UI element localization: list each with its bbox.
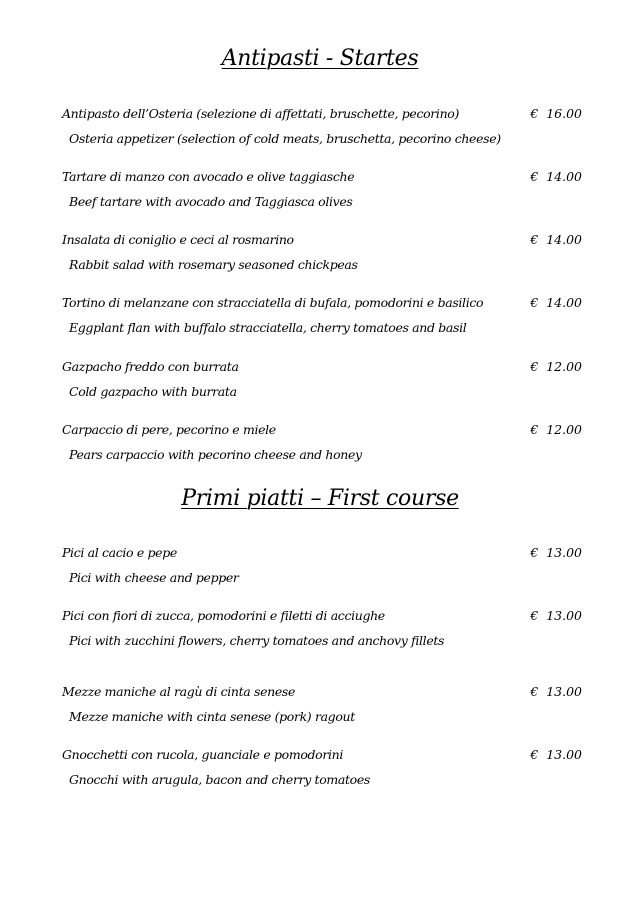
item-name-english: Osteria appetizer (selection of cold meats, bruschetta, pecorino cheese) — [69, 131, 501, 146]
item-price: € 16.00 — [530, 106, 582, 121]
item-price: € 14.00 — [530, 232, 582, 247]
item-name-english: Beef tartare with avocado and Taggiasca olives — [69, 194, 353, 209]
item-name-italian: Antipasto dell’Osteria (selezione di affettati, bruschette, pecorino) — [62, 106, 459, 121]
item-price: € 12.00 — [530, 359, 582, 374]
section-title-primi: Primi piatti – First course — [181, 486, 459, 511]
item-name-english: Pici with zucchini flowers, cherry tomatoes and anchovy fillets — [69, 633, 445, 648]
item-price: € 12.00 — [530, 422, 582, 437]
item-price: € 13.00 — [530, 545, 582, 560]
item-name-english: Pici with cheese and pepper — [69, 570, 239, 585]
menu-item — [62, 545, 582, 589]
item-name-italian: Gnocchetti con rucola, guanciale e pomodorini — [62, 747, 343, 762]
menu-item — [62, 359, 582, 403]
item-name-italian: Tortino di melanzane con stracciatella di bufala, pomodorini e basilico — [62, 295, 484, 310]
item-name-italian: Insalata di coniglio e ceci al rosmarino — [62, 232, 294, 247]
item-name-english: Gnocchi with arugula, bacon and cherry tomatoes — [69, 772, 370, 787]
item-name-italian: Tartare di manzo con avocado e olive taggiasche — [62, 169, 355, 184]
item-name-italian: Carpaccio di pere, pecorino e miele — [62, 422, 276, 437]
item-price: € 14.00 — [530, 295, 582, 310]
item-name-italian: Pici al cacio e pepe — [62, 545, 177, 560]
menu-item — [62, 232, 582, 276]
item-name-english: Mezze maniche with cinta senese (pork) ragout — [69, 709, 355, 724]
item-price: € 13.00 — [530, 747, 582, 762]
item-name-english: Rabbit salad with rosemary seasoned chickpeas — [69, 257, 358, 272]
item-price: € 13.00 — [530, 608, 582, 623]
item-name-italian: Pici con fiori di zucca, pomodorini e filetti di acciughe — [62, 608, 385, 623]
item-price: € 14.00 — [530, 169, 582, 184]
item-name-english: Pears carpaccio with pecorino cheese and honey — [69, 447, 362, 462]
item-price: € 13.00 — [530, 684, 582, 699]
section-title-antipasti: Antipasti - Startes — [221, 46, 419, 71]
menu-item — [62, 295, 582, 339]
menu-item — [62, 169, 582, 213]
item-name-italian: Gazpacho freddo con burrata — [62, 359, 239, 374]
item-name-italian: Mezze maniche al ragù di cinta senese — [62, 684, 295, 699]
menu-item — [62, 422, 582, 466]
menu-item — [62, 608, 582, 652]
menu-item — [62, 747, 582, 791]
menu-item — [62, 106, 582, 150]
item-name-english: Cold gazpacho with burrata — [69, 384, 237, 399]
item-name-english: Eggplant flan with buffalo stracciatella, cherry tomatoes and basil — [69, 320, 467, 335]
menu-item — [62, 684, 582, 728]
